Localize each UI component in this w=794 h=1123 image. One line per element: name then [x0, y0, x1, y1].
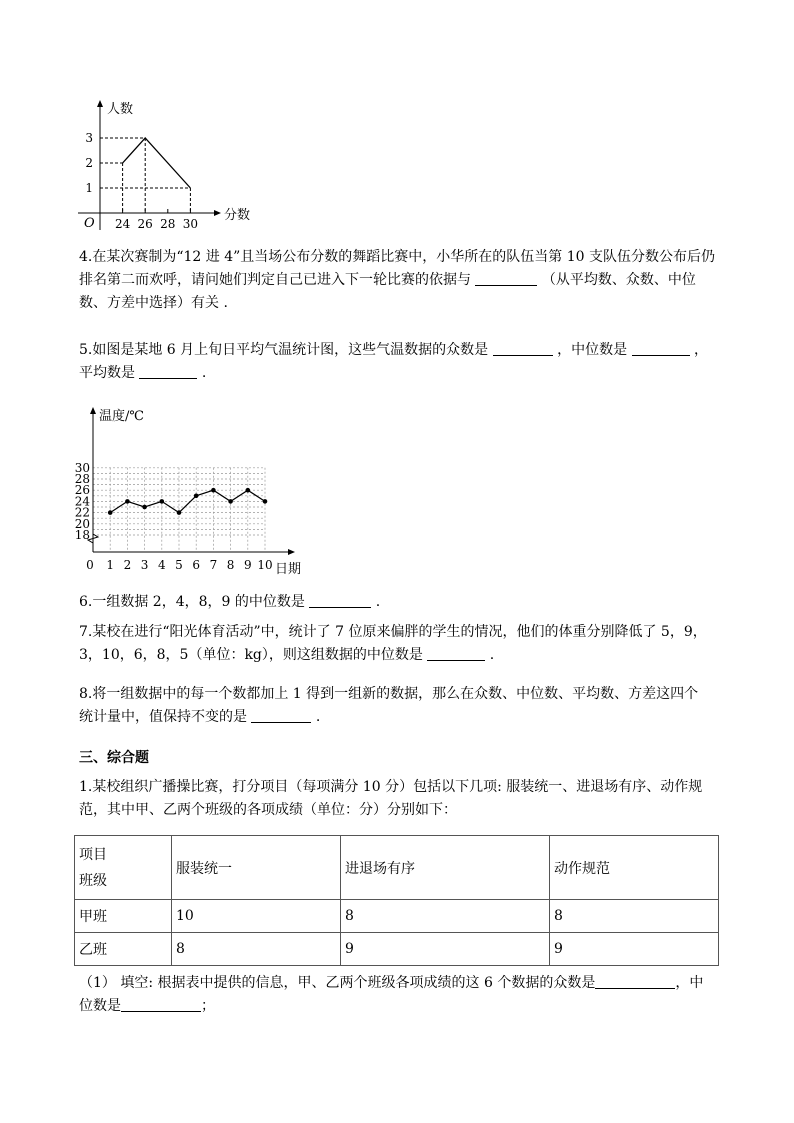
- sub-question-1: [79, 972, 724, 1018]
- q4-line-2b: （从平均数、众数、中位: [541, 272, 696, 288]
- x-tick-label: 28: [160, 217, 176, 231]
- temperature-chart: [68, 402, 318, 580]
- x-tick-label: 24: [114, 217, 131, 231]
- q5-mean-blank[interactable]: [139, 364, 197, 379]
- x-tick-label: 10: [257, 558, 273, 572]
- data-line: [123, 138, 191, 188]
- sub1-line-1a: （1） 填空: 根据表中提供的信息，甲、乙两个班级各项成绩的这 6 个数据的众数是: [79, 975, 596, 991]
- class-cell: 甲班: [75, 900, 172, 933]
- s3q1-line-1: 1.某校组织广播操比赛，打分项目（每项满分 10 分）包括以下几项: 服装统一、进退场有序、动作规: [79, 779, 703, 795]
- corner-top-label: 项目: [79, 846, 107, 863]
- q4-line-3: 数、方差中选择）有关 .: [79, 295, 228, 311]
- x-tick-label: 3: [140, 558, 149, 572]
- y-tick-label: 1: [85, 181, 93, 195]
- data-point: [211, 488, 216, 493]
- sub1-median-blank[interactable]: [121, 997, 201, 1012]
- header-cell: 进退场有序: [341, 836, 550, 900]
- x-tick-label: 26: [137, 217, 153, 231]
- q4-line-1: 4.在某次赛制为“12 进 4”且当场公布分数的舞蹈比赛中，小华所在的队伍当第 10 支队伍分数公布后仍: [79, 249, 716, 265]
- section-3-question-1: [79, 776, 724, 822]
- corner-bottom-label: 班级: [79, 872, 107, 889]
- question-5: [79, 339, 724, 385]
- x-tick-label: 2: [123, 558, 132, 572]
- q8-line-1: 8.将一组数据中的每一个数都加上 1 得到一组新的数据，那么在众数、中位数、平均数、方差这四个: [79, 686, 699, 702]
- score-cell: 8: [550, 900, 719, 933]
- table-row: [75, 933, 719, 966]
- q5-line-1b: ，中位数是: [557, 342, 628, 358]
- score-cell: 9: [550, 933, 719, 966]
- x-tick-label: 8: [226, 558, 235, 572]
- sub1-line-1b: ，中: [675, 975, 704, 991]
- sub1-line-2b: ；: [201, 998, 215, 1014]
- data-point: [246, 488, 251, 493]
- s3q1-line-2: 范，其中甲、乙两个班级的各项成绩（单位：分）分别如下：: [79, 802, 457, 818]
- q7-line-2b: .: [489, 647, 495, 663]
- x-axis-label: 分数: [224, 208, 251, 223]
- y-tick-label: 2: [85, 156, 93, 170]
- sub1-line-2a: 位数是: [79, 998, 121, 1014]
- data-point: [177, 510, 182, 515]
- question-6: [79, 591, 724, 614]
- x-tick-label: 7: [209, 558, 218, 572]
- score-cell: 10: [172, 900, 341, 933]
- data-point: [142, 505, 147, 510]
- y-axis-label: 温度/℃: [99, 409, 144, 424]
- q4-line-2a: 排名第二而欢呼，请问她们判定自己已进入下一轮比赛的依据与: [79, 272, 471, 288]
- q5-median-blank[interactable]: [632, 341, 690, 356]
- q6-end: .: [375, 594, 381, 610]
- x-tick-label: 4: [157, 558, 166, 572]
- y-tick-label: 30: [74, 460, 90, 475]
- class-cell: 乙班: [75, 933, 172, 966]
- q8-line-2a: 统计量中，值保持不变的是: [79, 709, 247, 725]
- q5-line-2b: .: [201, 365, 207, 381]
- y-axis-label: 人数: [107, 102, 134, 117]
- q6-text: 6.一组数据 2，4，8，9 的中位数是: [79, 594, 305, 610]
- q7-line-1: 7.某校在进行“阳光体育活动”中，统计了 7 位原来偏胖的学生的情况，他们的体重分别降低了 5，9，: [79, 624, 707, 640]
- data-point: [263, 499, 268, 504]
- y-tick-label: 26: [74, 483, 90, 498]
- score-cell: 8: [172, 933, 341, 966]
- table-header-row: [75, 836, 719, 900]
- q7-line-2a: 3，10，6，8，5（单位：kg），则这组数据的中位数是: [79, 647, 423, 663]
- x-tick-label: 9: [243, 558, 252, 572]
- data-point: [160, 499, 165, 504]
- question-8: [79, 683, 724, 729]
- header-cell: 服装统一: [172, 836, 341, 900]
- score-cell: 9: [341, 933, 550, 966]
- score-table: [74, 835, 719, 966]
- section-3-title: 三、综合题: [79, 750, 149, 766]
- y-tick-label: 3: [85, 131, 93, 145]
- x-tick-label: 1: [106, 558, 115, 572]
- question-4: [79, 246, 724, 315]
- header-cell: 动作规范: [550, 836, 719, 900]
- origin-label: O: [84, 216, 95, 231]
- q8-line-2b: .: [315, 709, 321, 725]
- x-tick-label: 5: [175, 558, 183, 572]
- q5-line-2a: 平均数是: [79, 365, 135, 381]
- data-point: [194, 494, 199, 499]
- x-axis-label: 日期: [275, 562, 302, 577]
- data-point: [228, 499, 233, 504]
- x-tick-label: 30: [182, 217, 199, 231]
- data-point: [125, 499, 130, 504]
- y-tick-label: 22: [74, 505, 90, 520]
- y-tick-label: 28: [74, 472, 90, 486]
- q5-mode-blank[interactable]: [493, 341, 553, 356]
- q5-line-1c: ，: [693, 342, 708, 358]
- x-tick-label: 6: [192, 558, 201, 572]
- y-tick-label: 18: [74, 528, 90, 542]
- y-tick-label: 20: [74, 516, 90, 531]
- question-7: [79, 621, 724, 667]
- data-point: [108, 510, 113, 515]
- q6-answer-blank[interactable]: [309, 593, 371, 608]
- y-tick-label: 24: [74, 494, 90, 509]
- q7-answer-blank[interactable]: [427, 646, 485, 661]
- score-cell: 8: [341, 900, 550, 933]
- table-corner-cell: [75, 836, 172, 900]
- sub1-mode-blank[interactable]: [595, 974, 675, 989]
- q8-answer-blank[interactable]: [251, 708, 311, 723]
- score-count-chart: [70, 95, 270, 235]
- q4-answer-blank[interactable]: [475, 271, 537, 286]
- table-row: [75, 900, 719, 933]
- x-tick-label: 0: [86, 558, 94, 572]
- q5-line-1a: 5.如图是某地 6 月上旬日平均气温统计图，这些气温数据的众数是: [79, 342, 489, 358]
